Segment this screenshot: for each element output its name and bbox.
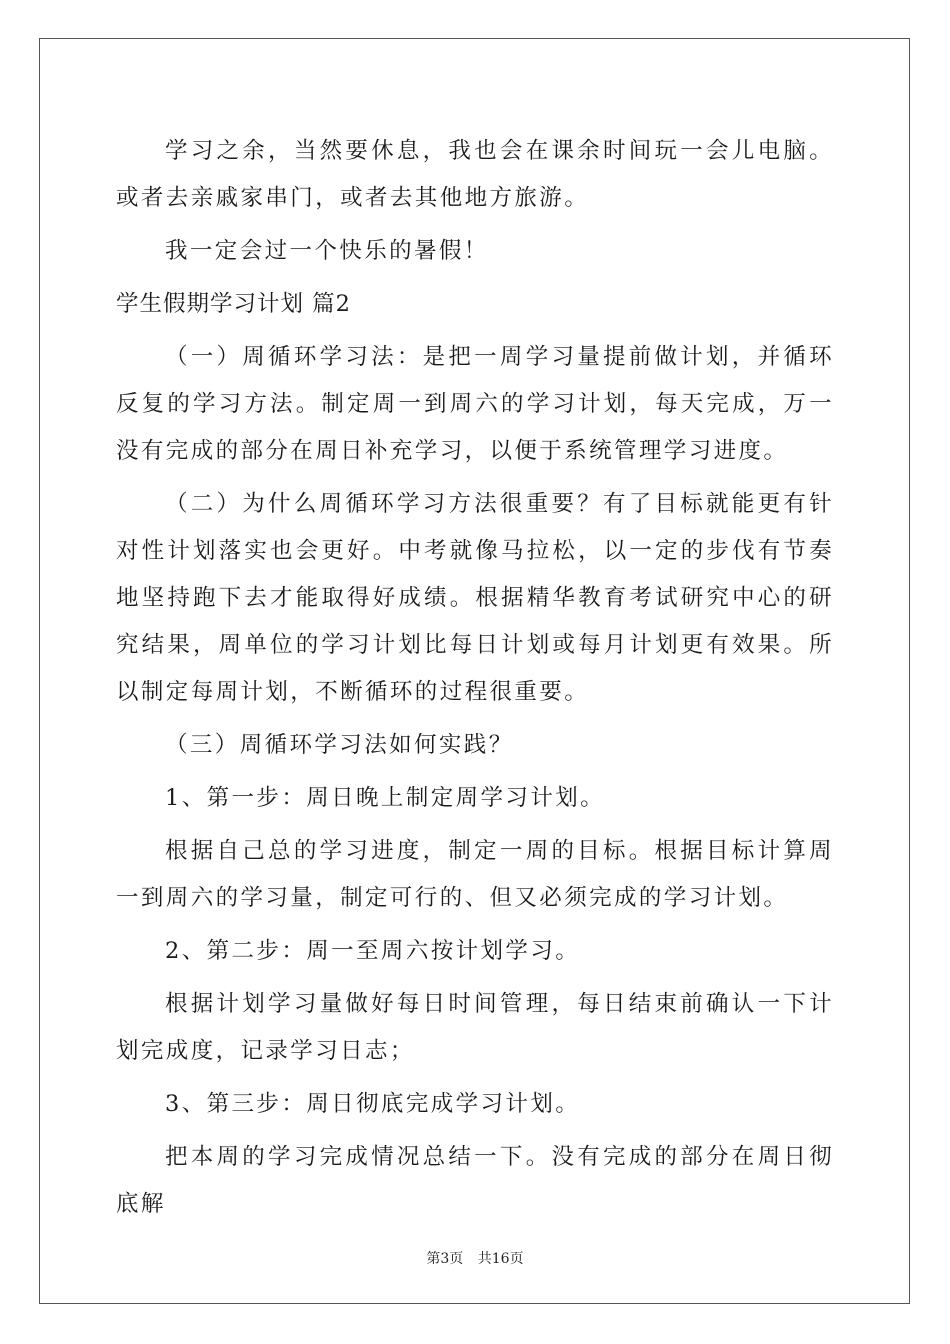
paragraph: 学习之余，当然要休息，我也会在课余时间玩一会儿电脑。或者去亲戚家串门，或者去其他地方旅游。 bbox=[116, 138, 834, 211]
page-footer bbox=[0, 1248, 950, 1268]
paragraph: （三）周循环学习法如何实践？ bbox=[165, 732, 514, 758]
paragraph: 根据计划学习量做好每日时间管理，每日结束前确认一下计划完成度，记录学习日志； bbox=[116, 991, 834, 1064]
paragraph: （一）周循环学习法：是把一周学习量提前做计划，并循环反复的学习方法。制定周一到周六的学习计划，每天完成，万一没有完成的部分在周日补充学习，以便于系统管理学习进度。 bbox=[116, 344, 834, 464]
page-number: 第3页 bbox=[426, 1251, 464, 1267]
section-title: 学生假期学习计划 篇2 bbox=[116, 291, 351, 317]
paragraph: 把本周的学习完成情况总结一下。没有完成的部分在周日彻底解 bbox=[116, 1144, 834, 1217]
paragraph: 根据自己总的学习进度，制定一周的目标。根据目标计算周一到周六的学习量，制定可行的、但又必须完成的学习计划。 bbox=[116, 838, 834, 911]
document-body bbox=[116, 128, 834, 1234]
paragraph: 3、第三步：周日彻底完成学习计划。 bbox=[165, 1091, 581, 1117]
paragraph: 1、第一步：周日晚上制定周学习计划。 bbox=[165, 785, 606, 811]
paragraph: 2、第二步：周一至周六按计划学习。 bbox=[165, 938, 581, 964]
paragraph: （二）为什么周循环学习方法很重要？有了目标就能更有针对性计划落实也会更好。中考就像马拉松，以一定的步伐有节奏地坚持跑下去才能取得好成绩。根据精华教育考试研究中心的研究结果，周单位的学习计划比每日计划或每月计划更有效果。所以制定每周计划，不断循环的过程很重要。 bbox=[116, 491, 834, 705]
paragraph: 我一定会过一个快乐的暑假！ bbox=[165, 238, 489, 264]
page-total: 共16页 bbox=[477, 1251, 524, 1267]
